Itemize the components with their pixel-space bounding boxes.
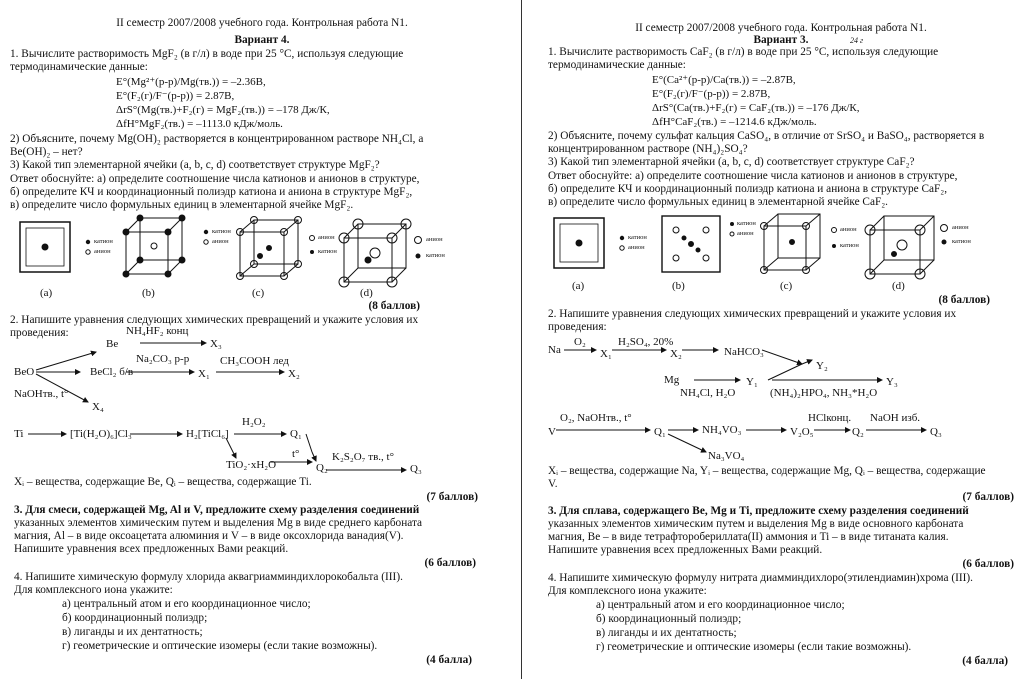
scheme-Q2: Q₂ — [852, 426, 864, 438]
cell-d — [865, 216, 934, 279]
q2-note: Xᵢ – вещества, содержащие Be, Qᵢ – вещества, содержащие Ti. — [14, 476, 312, 488]
scheme-Na2CO3: Na₂CO₃ р-р — [136, 353, 190, 365]
q2-points: (7 баллов) — [962, 491, 1014, 503]
scheme-Q2: Q₂ — [316, 462, 328, 474]
q1-sub3: 3) Какой тип элементарной ячейки (a, b, c, d) соответствует структуре CaF₂? — [548, 156, 915, 168]
scheme-Na3VO4: Na₃VO₄ — [708, 450, 745, 462]
q4-item-a: а) центральный атом и его координационное число; — [596, 599, 845, 611]
q2-line1: 2. Напишите уравнения следующих химических превращений и укажите условия их — [10, 314, 419, 326]
cell-c — [237, 217, 302, 280]
q1-data-1: E°(Ca²⁺(р-р)/Ca(тв.)) = –2.87В, — [652, 74, 796, 86]
cell-b — [123, 215, 185, 277]
scheme-BeCl2: BeCl₂ б/в — [90, 366, 134, 378]
q4-item-c: в) лиганды и их дентатность; — [596, 627, 737, 639]
q2-line2: проведения: — [548, 321, 607, 333]
q4-line1: 4. Напишите химическую формулу нитрата диамминдихлоро(этилендиамин)хрома (III). — [548, 572, 973, 584]
q3-line2: указанных элементов химическим путем и выделения Mg в виде среднего карбоната — [14, 517, 423, 529]
scheme-H2O2: H₂O₂ — [242, 416, 266, 428]
scheme-Be: Be — [106, 338, 119, 350]
unit-cells-figure — [8, 210, 516, 320]
q4-points: (4 балла) — [426, 654, 472, 666]
scheme-NaHCO3: NaHCO₃ — [724, 346, 764, 358]
right-page-variant-3 — [540, 0, 1032, 679]
scheme-O2-NaOH: O₂, NaOHтв., t° — [560, 412, 632, 424]
q4-line2: Для комплексного иона укажите: — [14, 584, 173, 596]
q1-sub2-line2: Be(OH)₂ – нет? — [10, 146, 83, 158]
q1-justify: Ответ обоснуйте: а) определите соотношение числа катионов и анионов в структуре, — [548, 170, 958, 182]
q3-line4: Напишите уравнения всех предложенных Вами реакций. — [548, 544, 823, 556]
cell-b — [662, 216, 720, 272]
cell-caption-d: (d) — [360, 287, 373, 299]
q3-line4: Напишите уравнения всех предложенных Вами реакций. — [14, 543, 289, 555]
legend-a-anion: анион — [94, 248, 111, 255]
cell-caption-b: (b) — [142, 287, 155, 299]
q2-scheme-arrows — [540, 330, 1030, 470]
variant-title: Вариант 4. — [234, 34, 290, 46]
q2-note-line1: Xᵢ – вещества, содержащие Na, Yᵢ – вещества, содержащие Mg, Qᵢ – вещества, содержащие — [548, 465, 986, 477]
scheme-NaOH: NaOHтв., t° — [14, 388, 69, 400]
cell-a — [554, 218, 604, 268]
cell-caption-a: (a) — [40, 287, 53, 299]
legend-b-cation: катион — [737, 220, 756, 227]
cell-c — [761, 214, 821, 274]
left-page-variant-4 — [8, 0, 516, 679]
q4-item-d: г) геометрические и оптические изомеры (если такие возможны). — [596, 641, 912, 653]
q2-points: (7 баллов) — [426, 491, 478, 503]
cell-caption-c: (c) — [780, 280, 793, 292]
q1-sub2-line1: 2) Объясните, почему Mg(OH)₂ растворяется в концентрированном растворе NH₄Cl, а — [10, 133, 424, 145]
scheme-O2: O₂ — [574, 336, 586, 348]
q3-points: (6 баллов) — [424, 557, 476, 569]
legend-a-anion: анион — [628, 244, 645, 251]
q2-scheme-arrows — [8, 320, 516, 480]
q4-item-c: в) лиганды и их дентатность; — [62, 626, 203, 638]
q4-item-b: б) координационный полиэдр; — [596, 613, 742, 625]
scheme-Q1: Q₁ — [290, 428, 302, 440]
cell-caption-a: (a) — [572, 280, 585, 292]
q1-justify: Ответ обоснуйте: а) определите соотношение числа катионов и анионов в структуре, — [10, 173, 420, 185]
q3-line3: магния, Be – в виде тетрафторобериллата(II) аммония и Ti – в виде титаната калия. — [548, 531, 949, 543]
scheme-Q1: Q₁ — [654, 426, 666, 438]
legend-d-anion: анион — [952, 224, 969, 231]
scheme-BeO: BeO — [14, 366, 35, 378]
q1-line2: термодинамические данные: — [10, 61, 148, 73]
legend-c-anion: анион — [840, 226, 857, 233]
q2-line2: проведения: — [10, 327, 69, 339]
q1-sub2-line2: концентрированном растворе (NH₄)₂SO₄? — [548, 143, 748, 155]
q2-note-line2: V. — [548, 478, 558, 490]
scheme-Q3: Q₃ — [930, 426, 942, 438]
cell-caption-c: (c) — [252, 287, 265, 299]
scheme-H2SO4: H₂SO₄, 20% — [618, 336, 674, 348]
q4-item-b: б) координационный полиэдр; — [62, 612, 208, 624]
scheme-HCl: HClконц. — [808, 412, 852, 424]
q1-data-4: ΔfH°CaF₂(тв.) = –1214.6 кДж/моль. — [652, 116, 817, 128]
scheme-NH4Cl: NH₄Cl, H₂O — [680, 387, 736, 399]
q1-line1: 1. Вычислите растворимость MgF₂ (в г/л) в воде при 25 °С, используя следующие — [10, 48, 404, 60]
legend-b-anion: анион — [212, 238, 229, 245]
scheme-Na: Na — [548, 344, 561, 356]
legend-c-cation: катион — [840, 242, 859, 249]
cell-a — [20, 222, 70, 272]
cell-caption-d: (d) — [892, 280, 905, 292]
q4-line1: 4. Напишите химическую формулу хлорида аквагриамминдихлорокобальта (III). — [14, 571, 403, 583]
variant-title: Вариант 3. — [753, 34, 809, 46]
q1-justify-c: в) определите число формульных единиц в элементарной ячейке CaF₂. — [548, 196, 889, 208]
page-header: II семестр 2007/2008 учебного года. Контрольная работа N1. — [635, 22, 927, 34]
q3-line3: магния, Al – в виде оксоацетата алюминия и V – в виде оксохлорида ванадия(V). — [14, 530, 404, 542]
scheme-X2: X₂ — [670, 348, 682, 360]
scheme-Mg: Mg — [664, 374, 680, 386]
q3-points: (6 баллов) — [962, 558, 1014, 570]
scheme-NaOH: NaOH изб. — [870, 412, 921, 424]
scheme-CH3COOH: CH₃COOH лед — [220, 355, 289, 367]
legend-d-anion: анион — [426, 236, 443, 243]
legend-a-cation: катион — [628, 234, 647, 241]
page-header: II семестр 2007/2008 учебного года. Контрольная работа N1. — [116, 17, 408, 29]
scheme-X4: X₄ — [92, 401, 104, 413]
legend-b-anion: анион — [737, 230, 754, 237]
q1-data-2: E°(F₂(г)/F⁻(р-р)) = 2.87В, — [652, 88, 771, 100]
q1-points: (8 баллов) — [938, 294, 990, 306]
q1-points: (8 баллов) — [368, 300, 420, 312]
q1-justify-b: б) определите КЧ и координационный полиэдр катиона и аниона в структуре CaF₂, — [548, 183, 948, 195]
legend-a-cation: катион — [94, 238, 113, 245]
scheme-X1: X₁ — [198, 368, 210, 380]
scheme-Ti: Ti — [14, 428, 24, 440]
scheme-NH4VO3: NH₄VO₃ — [702, 424, 742, 436]
q1-justify-b: б) определите КЧ и координационный полиэдр катиона и аниона в структуре MgF₂, — [10, 186, 413, 198]
scheme-Y3: Y₃ — [886, 376, 898, 388]
scheme-X3: X₃ — [210, 338, 222, 350]
legend-d-cation: катион — [426, 252, 445, 259]
scheme-V: V — [548, 426, 556, 438]
scheme-Ti-complex: [Ti(H₂O)₆]Cl₃ — [70, 428, 132, 440]
q1-data-3: ΔrS°(Ca(тв.)+F₂(г) = CaF₂(тв.)) = –176 Дж/К, — [652, 102, 860, 114]
q3-line2: указанных элементов химическим путем и выделения Mg в виде основного карбоната — [548, 518, 964, 530]
q4-item-d: г) геометрические и оптические изомеры (если такие возможны). — [62, 640, 378, 652]
scheme-t: t° — [292, 448, 300, 460]
legend-c-cation: катион — [318, 248, 337, 255]
q3-line1: 3. Для смеси, содержащей Mg, Al и V, предложите схему разделения соединений — [14, 504, 420, 516]
scheme-X2: X₂ — [288, 368, 300, 380]
scheme-Y1: Y₁ — [746, 376, 758, 388]
q1-justify-c: в) определите число формульных единиц в элементарной ячейке MgF₂. — [10, 199, 354, 211]
cell-caption-b: (b) — [672, 280, 685, 292]
q4-item-a: а) центральный атом и его координационное число; — [62, 598, 311, 610]
q1-line1: 1. Вычислите растворимость CaF₂ (в г/л) в воде при 25 °С, используя следующие — [548, 46, 939, 58]
q3-line1: 3. Для сплава, содержащего Be, Mg и Ti, предложите схему разделения соединений — [548, 505, 969, 517]
scheme-Q3: Q₃ — [410, 463, 422, 475]
q1-data-3: ΔrS°(Mg(тв.)+F₂(г) = MgF₂(тв.)) = –178 Дж/К, — [116, 104, 330, 116]
q4-points: (4 балла) — [962, 655, 1008, 667]
scheme-V2O5: V₂O₅ — [790, 426, 814, 438]
q1-data-1: E°(Mg²⁺(р-р)/Mg(тв.)) = –2.36В, — [116, 76, 266, 88]
scheme-Y2: Y₂ — [816, 360, 828, 372]
cell-d — [339, 219, 411, 287]
q1-line2: термодинамические данные: — [548, 59, 686, 71]
scheme-TiO2: TiO₂·xH₂O — [226, 459, 277, 471]
q1-sub2-line1: 2) Объясните, почему сульфат кальция CaSO₄, в отличие от SrSO₄ и BaSO₄, растворяется в — [548, 130, 985, 142]
legend-c-anion: анион — [318, 234, 335, 241]
q2-line1: 2. Напишите уравнения следующих химических превращений и укажите условия их — [548, 308, 957, 320]
scheme-X1: X₁ — [600, 348, 612, 360]
q1-data-2: E°(F₂(г)/F⁻(р-р)) = 2.87В, — [116, 90, 235, 102]
q4-line2: Для комплексного иона укажите: — [548, 585, 707, 597]
scheme-NH4HPO4: (NH₄)₂HPO₄, NH₃*H₂O — [770, 387, 878, 399]
q1-data-4: ΔfH°MgF₂(тв.) = –1113.0 кДж/моль. — [116, 118, 283, 130]
page-divider — [521, 0, 522, 679]
handwritten-note: 24 г — [850, 36, 864, 45]
legend-b-cation: катион — [212, 228, 231, 235]
scheme-K2S2O7: K₂S₂O₇ тв., t° — [332, 451, 394, 463]
q1-sub3: 3) Какой тип элементарной ячейки (a, b, c, d) соответствует структуре MgF₂? — [10, 159, 380, 171]
scheme-H2TiCl6: H₂[TiCl₆] — [186, 428, 229, 440]
scheme-NH4HF2: NH₄HF₂ конц — [126, 325, 189, 337]
legend-d-cation: катион — [952, 238, 971, 245]
